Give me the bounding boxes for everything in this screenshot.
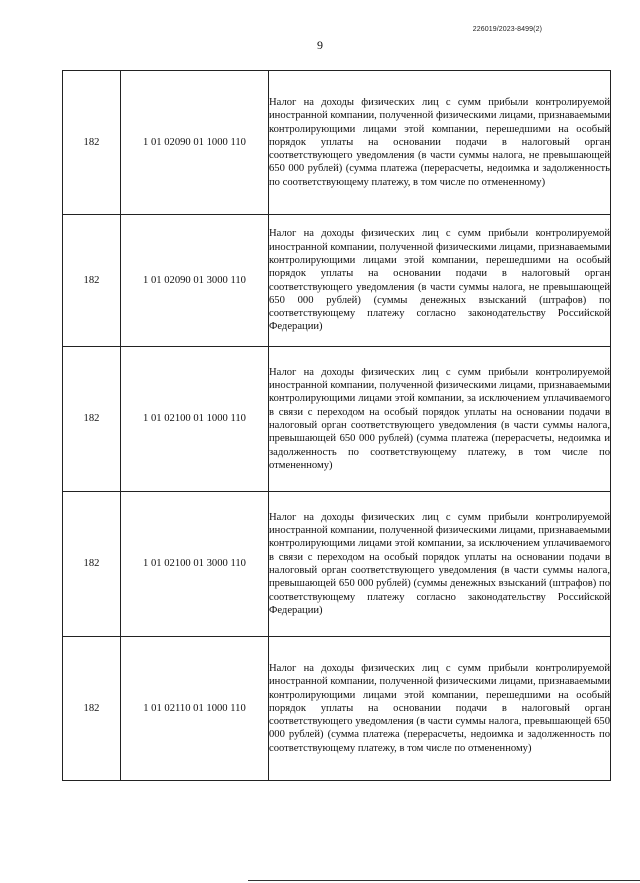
description-cell: Налог на доходы физических лиц с сумм прибыли контролируемой иностранной компании, полученной физическими лицами, признаваемыми контролирующими лицами этой компании, перешедшими на особый порядок уплаты на основании подачи в налоговый орган соответствующего уведомления (в части суммы налога, превышающей 650 000 рублей) (сумма платежа (перерасчеты, недоимка и задолженность по соответствующему платежу, в том числе по отмененному) — [269, 637, 611, 781]
description-cell: Налог на доходы физических лиц с сумм прибыли контролируемой иностранной компании, полученной физическими лицами, признаваемыми контролирующими лицами этой компании, перешедшими на особый порядок уплаты на основании подачи в налоговый орган соответствующего уведомления (в части суммы налога, не превышающей 650 000 рублей) (суммы денежных взысканий (штрафов) по соответствующему платежу согласно законодательству Российской Федерации) — [269, 215, 611, 347]
description-cell: Налог на доходы физических лиц с сумм прибыли контролируемой иностранной компании, полученной физическими лицами, признаваемыми контролирующими лицами этой компании, перешедшими на особый порядок уплаты на основании подачи в налоговый орган соответствующего уведомления (в части суммы налога, не превышающей 650 000 рублей) (сумма платежа (перерасчеты, недоимка и задолженность по соответствующему платежу, в том числе по отмененному) — [269, 71, 611, 215]
admin-code-cell: 182 — [63, 71, 121, 215]
admin-code-cell: 182 — [63, 492, 121, 637]
page-number: 9 — [317, 38, 323, 52]
table-row — [63, 492, 611, 637]
table-row — [63, 347, 611, 492]
kbk-code-cell: 1 01 02090 01 3000 110 — [121, 215, 269, 347]
admin-code-cell: 182 — [63, 637, 121, 781]
bottom-divider-line — [248, 880, 640, 881]
table-row — [63, 637, 611, 781]
kbk-code-cell: 1 01 02110 01 1000 110 — [121, 637, 269, 781]
budget-classification-table — [62, 70, 611, 781]
document-registration-number: 226019/2023-8499(2) — [472, 26, 542, 33]
description-cell: Налог на доходы физических лиц с сумм прибыли контролируемой иностранной компании, полученной физическими лицами, признаваемыми контролирующими лицами этой компании, за исключением уплачиваемого в связи с переходом на особый порядок уплаты на основании подачи в налоговый орган соответствующего уведомления (в части суммы налога, превышающей 650 000 рублей) (суммы денежных взысканий (штрафов) по соответствующему платежу согласно законодательству Российской Федерации) — [269, 492, 611, 637]
kbk-code-cell: 1 01 02100 01 1000 110 — [121, 347, 269, 492]
kbk-code-cell: 1 01 02100 01 3000 110 — [121, 492, 269, 637]
admin-code-cell: 182 — [63, 215, 121, 347]
table-row — [63, 215, 611, 347]
admin-code-cell: 182 — [63, 347, 121, 492]
kbk-code-cell: 1 01 02090 01 1000 110 — [121, 71, 269, 215]
table-row — [63, 71, 611, 215]
description-cell: Налог на доходы физических лиц с сумм прибыли контролируемой иностранной компании, полученной физическими лицами, признаваемыми контролирующими лицами этой компании, за исключением уплачиваемого в связи с переходом на особый порядок уплаты на основании подачи в налоговый орган соответствующего уведомления (в части суммы налога, превышающей 650 000 рублей) (сумма платежа (перерасчеты, недоимка и задолженность по соответствующему платежу, в том числе по отмененному) — [269, 347, 611, 492]
